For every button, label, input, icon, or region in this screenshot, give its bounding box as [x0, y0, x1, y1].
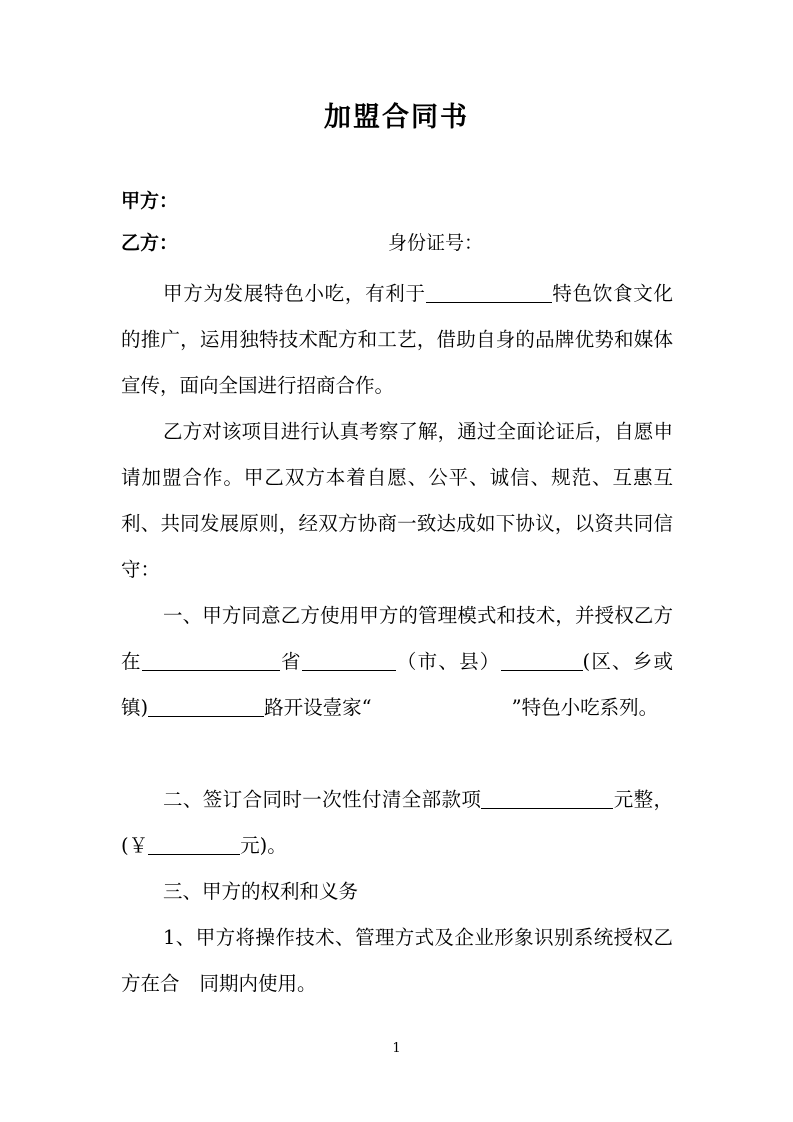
clause-three-item-one — [121, 915, 673, 1007]
clause-one-text-2: 省 — [279, 650, 302, 673]
intro-text-1: 甲方为发展特色小吃，有利于 — [163, 282, 426, 305]
intro-text-2: 特色饮食文化的推广，运用独特技术配方和工艺，借助自身的品牌优势和媒体宣传，面向全国进行招商合作。 — [121, 282, 673, 397]
province-blank[interactable] — [302, 650, 396, 671]
clause-two — [121, 777, 673, 869]
item-one-text-1: 1、甲方将操作技术、管理方式及企业形象识别系统授权乙方在合 — [121, 926, 673, 995]
town-blank[interactable] — [148, 696, 264, 717]
county-blank[interactable] — [501, 650, 583, 671]
city-blank[interactable] — [142, 650, 280, 671]
clause-one-text-3: （市、县） — [395, 650, 501, 673]
clause-one-text-4: (区、乡或镇) — [121, 650, 673, 719]
party-b-paragraph: 乙方对该项目进行认真考察了解，通过全面论证后，自愿申请加盟合作。甲乙双方本着自愿、公平、诚信、规范、互惠互利、共同发展原则，经双方协商一致达成如下协议，以资共同信守： — [121, 420, 673, 581]
region-blank[interactable] — [426, 282, 552, 303]
clause-three-heading: 三、甲方的权利和义务 — [163, 880, 359, 903]
party-b-label: 乙方： — [121, 232, 179, 254]
clause-one — [121, 593, 673, 731]
amount-number-blank[interactable] — [148, 834, 240, 855]
clause-two-text-1: 二、签订合同时一次性付清全部款项 — [163, 788, 482, 811]
clause-one-text-1: 一、甲方同意乙方使用甲方的管理模式和技术，并授权乙方在 — [121, 604, 673, 673]
item-one-text-2: 同期内使用。 — [199, 972, 317, 995]
clause-one-text-5: 路开设壹家“ — [264, 696, 372, 719]
party-a-label: 甲方： — [121, 190, 179, 212]
page-number: 1 — [392, 1041, 401, 1056]
id-number-label: 身份证号： — [388, 232, 484, 254]
clause-one-text-6: ”特色小吃系列。 — [511, 696, 659, 719]
document-title: 加盟合同书 — [324, 102, 469, 133]
clause-two-text-3: 元)。 — [240, 834, 287, 857]
intro-paragraph — [121, 271, 673, 409]
amount-words-blank[interactable] — [481, 788, 613, 809]
clause-two-text-2: 元整，(￥ — [121, 788, 673, 857]
